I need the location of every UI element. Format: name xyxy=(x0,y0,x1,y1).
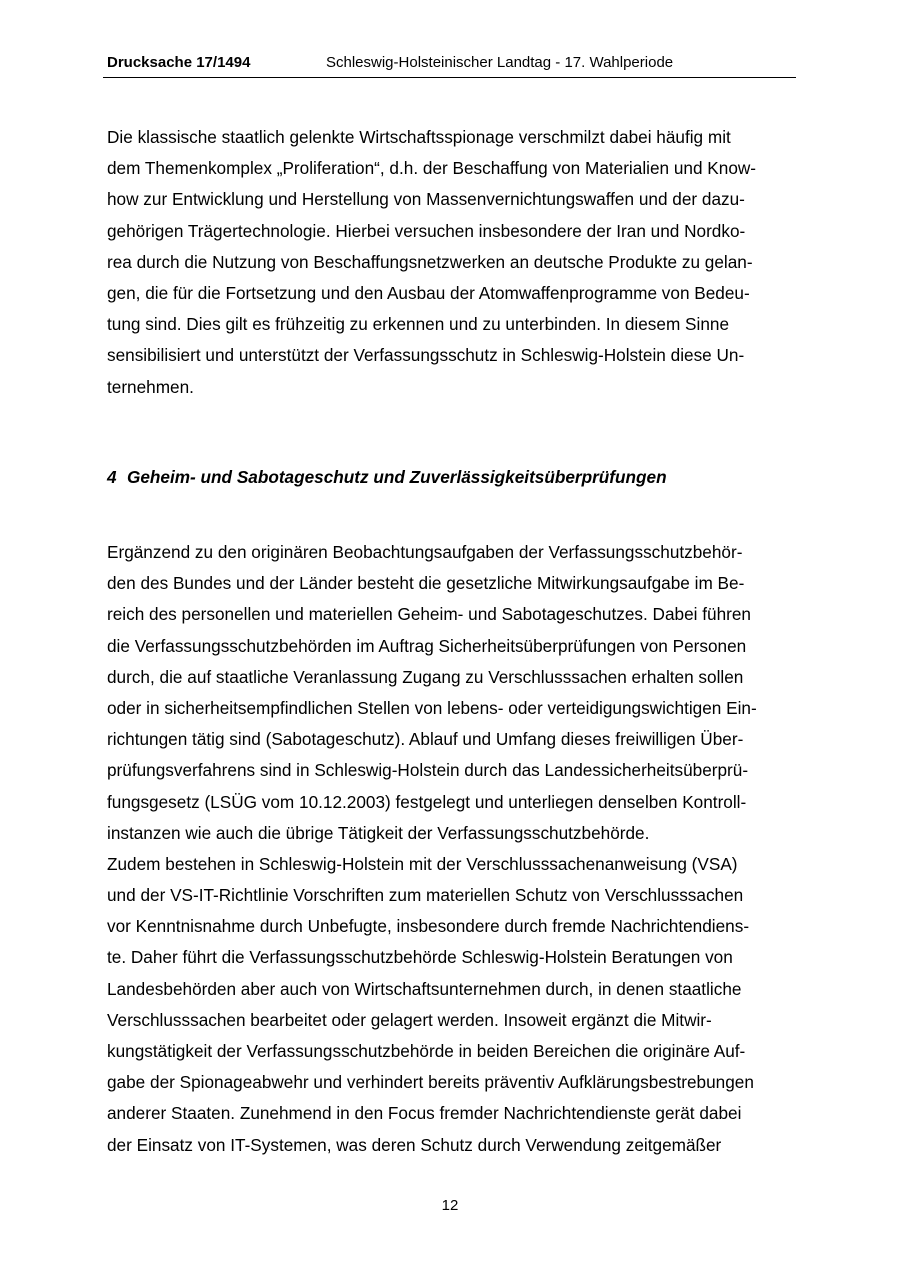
text-line: Zudem bestehen in Schleswig-Holstein mit der Verschlusssachenanweisung (VSA) xyxy=(107,853,738,874)
text-line: how zur Entwicklung und Herstellung von Massenvernichtungswaffen und der dazu- xyxy=(107,189,745,210)
text-line: kungstätigkeit der Verfassungsschutzbehörde in beiden Bereichen die originäre Auf- xyxy=(107,1041,746,1061)
text-line: reich des personellen und materiellen Geheim- und Sabotageschutzes. Dabei führen xyxy=(107,604,751,625)
text-line: sensibilisiert und unterstützt der Verfassungsschutz in Schleswig-Holstein diese Un- xyxy=(107,345,745,366)
text-line: oder in sicherheitsempfindlichen Stellen von lebens- oder verteidigungswichtigen Ein- xyxy=(107,697,757,718)
text-line: richtungen tätig sind (Sabotageschutz). Ablauf und Umfang dieses freiwilligen Über- xyxy=(107,729,744,750)
section-number: 4 xyxy=(107,467,117,487)
text-line: den des Bundes und der Länder besteht die gesetzliche Mitwirkungsaufgabe im Be- xyxy=(107,573,745,594)
text-line: Verschlusssachen bearbeitet oder gelagert werden. Insoweit ergänzt die Mitwir- xyxy=(107,1009,712,1030)
text-line: Die klassische staatlich gelenkte Wirtschaftsspionage verschmilzt dabei häufig mit xyxy=(107,127,731,147)
document-number: Drucksache 17/1494 xyxy=(107,54,251,71)
text-line: die Verfassungsschutzbehörden im Auftrag Sicherheitsüberprüfungen von Personen xyxy=(107,635,747,656)
text-line: instanzen wie auch die übrige Tätigkeit der Verfassungsschutzbehörde. xyxy=(107,822,650,843)
text-line: gehörigen Trägertechnologie. Hierbei versuchen insbesondere der Iran und Nordko- xyxy=(107,220,746,241)
text-line: rea durch die Nutzung von Beschaffungsnetzwerken an deutsche Produkte zu gelan- xyxy=(107,251,753,272)
page-number: 12 xyxy=(441,1197,459,1214)
section-heading xyxy=(107,467,667,488)
paragraph-proliferation xyxy=(107,122,797,403)
text-line: Ergänzend zu den originären Beobachtungsaufgaben der Verfassungsschutzbehör- xyxy=(107,542,743,562)
text-line: gabe der Spionageabwehr und verhindert bereits präventiv Aufklärungsbestrebungen xyxy=(107,1072,754,1093)
text-line: tung sind. Dies gilt es frühzeitig zu erkennen und zu unterbinden. In diesem Sinne xyxy=(107,314,729,335)
paragraph-sabotage-protection xyxy=(107,537,797,1161)
text-line: durch, die auf staatliche Veranlassung Zugang zu Verschlusssachen erhalten sollen xyxy=(107,666,744,687)
text-line: dem Themenkomplex „Proliferation“, d.h. der Beschaffung von Materialien und Know- xyxy=(107,158,757,179)
section-title: Geheim- und Sabotageschutz und Zuverlässigkeitsüberprüfungen xyxy=(127,467,667,487)
parliament-title: Schleswig-Holsteinischer Landtag - 17. Wahlperiode xyxy=(326,54,674,71)
text-line: prüfungsverfahrens sind in Schleswig-Holstein durch das Landessicherheitsüberprü- xyxy=(107,760,749,781)
text-line: der Einsatz von IT-Systemen, was deren Schutz durch Verwendung zeitgemäßer xyxy=(107,1134,722,1155)
text-line: vor Kenntnisnahme durch Unbefugte, insbesondere durch fremde Nachrichtendiens- xyxy=(107,916,750,937)
text-line: und der VS-IT-Richtlinie Vorschriften zum materiellen Schutz von Verschlusssachen xyxy=(107,885,744,906)
text-line: fungsgesetz (LSÜG vom 10.12.2003) festgelegt und unterliegen denselben Kontroll- xyxy=(107,791,747,812)
text-line: gen, die für die Fortsetzung und den Ausbau der Atomwaffenprogramme von Bedeu- xyxy=(107,282,750,303)
text-line: te. Daher führt die Verfassungsschutzbehörde Schleswig-Holstein Beratungen von xyxy=(107,947,733,968)
text-line: Landesbehörden aber auch von Wirtschaftsunternehmen durch, in denen staatliche xyxy=(107,978,742,999)
text-line: anderer Staaten. Zunehmend in den Focus fremder Nachrichtendienste gerät dabei xyxy=(107,1103,742,1124)
page-header xyxy=(103,52,796,78)
text-line: ternehmen. xyxy=(107,376,194,397)
